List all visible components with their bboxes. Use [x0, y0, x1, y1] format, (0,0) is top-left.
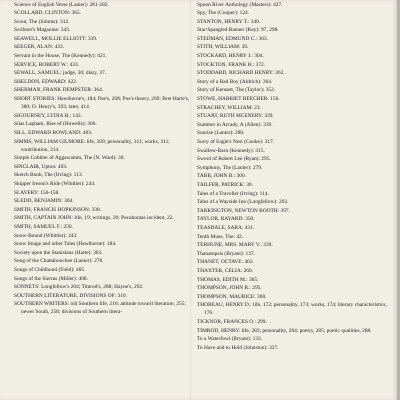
index-entry: SMITH, FRANCIS HOPKINSON: 338. — [14, 206, 102, 213]
index-entry: TERHUNE, MRS. MARY V.: 339. — [197, 242, 273, 249]
index-entry: Songs of Childhood (Field): 405. — [14, 266, 86, 273]
index-entry: SHELDON, EDWARD: 422. — [14, 78, 78, 85]
index-entry: TEASDALE, SARA: 431. — [197, 224, 255, 231]
index-entry: THAXTER, CELIA: 260. — [197, 267, 253, 274]
index-entry: Simple Cobbler of Aggawamm, The (N. Ward): 30. — [14, 155, 125, 162]
index-entry: SHERMAN, FRANK DEMPSTER: 364. — [14, 87, 104, 94]
index-entry: THOMPSON, JOHN R.: 295. — [197, 285, 262, 292]
column-divider — [190, 0, 191, 400]
index-entry: Sword of Robert Lee (Ryan): 295. — [197, 156, 271, 163]
index-entry: STUART, RUTH MCENERY: 339. — [197, 113, 274, 120]
index-entry: Story of a Bad Boy (Aldrich): 364. — [197, 78, 273, 85]
index-entry: Tales of a Wayside Inn (Longfellow): 203. — [197, 199, 289, 206]
index-entry: Tenth Muse, The: 42. — [197, 233, 244, 240]
index-entry: SIGOURNEY, LYDIA H.: 143. — [14, 112, 82, 119]
index-entry: To Have and to Hold (Johnston): 337. — [197, 344, 279, 351]
index-entry: STITH, WILLIAM: 30. — [197, 44, 249, 51]
index-entry: TAYLOR, BAYARD: 350. — [197, 216, 255, 223]
index-entry: SCOLLARD, CLINTON: 365. — [14, 10, 81, 17]
index-right-column — [197, 0, 393, 352]
index-entry: Snow-Bound (Whittier): 243. — [14, 232, 78, 239]
index-entry: THOMPSON, MAURICE: 300. — [197, 293, 267, 300]
index-entry: THOREAU, HENRY D.: life, 172; personality, 173; works, 174; literary characteristics, 176. — [197, 302, 387, 317]
index-entry: SOUTHERN LITERATURE, DIVISIONS OF: 310. — [14, 292, 127, 299]
index-entry: Servant in the House, The (Kennedy): 421. — [14, 53, 107, 60]
index-entry: TICKNOR, FRANCES O.: 299. — [197, 318, 267, 325]
index-entry: To a Waterfowl (Bryant): 133. — [197, 336, 263, 343]
index-entry: STEDMAN, EDMUND C.: 363. — [197, 35, 268, 42]
index-entry: Snow Image and other Tales (Hawthorne): 184. — [14, 241, 117, 248]
index-entry: TIMROD, HENRY: life, 283; personality, 284; poetry, 285; poetic qualities, 288. — [197, 327, 372, 334]
index-entry: Skipper Ireson's Ride (Whittier): 244. — [14, 180, 96, 187]
index-entry: STRACHEY, WILLIAM: 23. — [197, 104, 261, 111]
index-entry: STOWE, HARRIET BEECHER: 156. — [197, 96, 280, 103]
index-entry: Symphony, The (Lanier): 279. — [197, 164, 263, 171]
index-entry: STOCKTON, FRANK R.: 372. — [197, 61, 266, 68]
index-entry: Sketch Book, The (Irving): 113. — [14, 172, 83, 179]
index-entry: STANTON, HENRY T.: 340. — [197, 18, 261, 25]
index-entry: SIMMS, WILLIAM GILMORE: life, 309; personality, 311; works, 311; contribution, 314. — [14, 138, 170, 153]
index-entry: Science of English Verse (Lanier): 281-282. — [14, 1, 109, 8]
index-entry: THANET, OCTAVE: 402. — [197, 259, 254, 266]
index-entry: Surry of Eagle's Nest (Cooke): 317. — [197, 139, 275, 145]
index-entry: STOCKARD, HENRY J.: 304. — [197, 53, 264, 60]
index-entry: SEAWELL, MOLLIE ELLIOTT: 339. — [14, 35, 98, 42]
index-entry: TABB, JOHN B.: 300. — [197, 173, 246, 180]
index-entry: Sunrise (Lanier): 280. — [197, 130, 245, 137]
index-entry: Scribner's Magazine: 343. — [14, 27, 71, 34]
index-entry: SMITH, CAPTAIN JOHN: life, 19; writings, 20; Pocahontas incident, 22. — [14, 215, 174, 222]
index-entry: Summer in Arcady, A (Allen): 339. — [197, 121, 273, 128]
index-entry: SILL, EDWARD ROWLAND: 403. — [14, 129, 93, 136]
index-entry: Songs of the Sierras (Miller): 408. — [14, 275, 88, 282]
index-entry: SMITH, SAMUEL F.: 250. — [14, 223, 73, 230]
index-entry: SERVICE, ROBERT W.: 433. — [14, 61, 80, 68]
index-entry: SONNETS: Longfellow's 204; Timrod's, 288; Hayne's, 292. — [14, 284, 144, 291]
index-entry: SLAVERY: 156-158. — [14, 189, 60, 196]
index-entry: Song of the Chattahoochee (Lanier): 278. — [14, 258, 104, 265]
index-entry: SINCLAIR, Upton: 403. — [14, 163, 68, 170]
index-entry: SLEDD, BENJAMIN: 304. — [14, 198, 74, 205]
index-entry: TARKINGTON, NEWTON BOOTH: 397. — [197, 207, 290, 214]
index-entry: THOMAS, EDITH M.: 365. — [197, 276, 259, 283]
index-entry: Silas Lapham, Rise of (Howells): 306. — [14, 121, 97, 128]
index-entry: SOUTHERN WRITERS: old Southern life, 216; attitude toward literature, 255; newer South, 258; divisions of Southern litera- — [14, 301, 186, 316]
index-entry: SEWALL, SAMUEL: judge, 30; diary, 37. — [14, 70, 107, 77]
index-entry: Scout, The (Simms): 312. — [14, 18, 70, 25]
index-entry: Thanatopsis (Bryant): 137. — [197, 250, 255, 257]
index-entry: TAILFER, PATRICK: 30. — [197, 181, 253, 188]
index-entry: Spoon River Anthology (Masters): 427. — [197, 1, 283, 8]
index-left-column — [14, 0, 190, 316]
index-entry: SEEGER, ALAN: 433. — [14, 44, 65, 51]
index-entry: Tales of a Traveller (Irving): 114. — [197, 190, 269, 197]
index-entry: SHORT STORIES: Hawthorne's, 184; Poe's, 268; Poe's theory, 269; Bret Harte's, 380; O. Henry's, 393; later, 414. — [14, 96, 190, 111]
index-entry: Society upon the Stanislaus (Harte): 383. — [14, 249, 103, 256]
index-entry: Story of Kennett, The (Taylor): 352. — [197, 87, 276, 94]
index-entry: Star-Spangled Banner (Key): 97, 298. — [197, 27, 279, 34]
index-entry: Spy, The (Cooper): 124. — [197, 10, 250, 17]
index-entry: Swallow-Barn (Kennedy): 315. — [197, 147, 265, 154]
index-entry: STODDARD, RICHARD HENRY: 362. — [197, 70, 285, 77]
